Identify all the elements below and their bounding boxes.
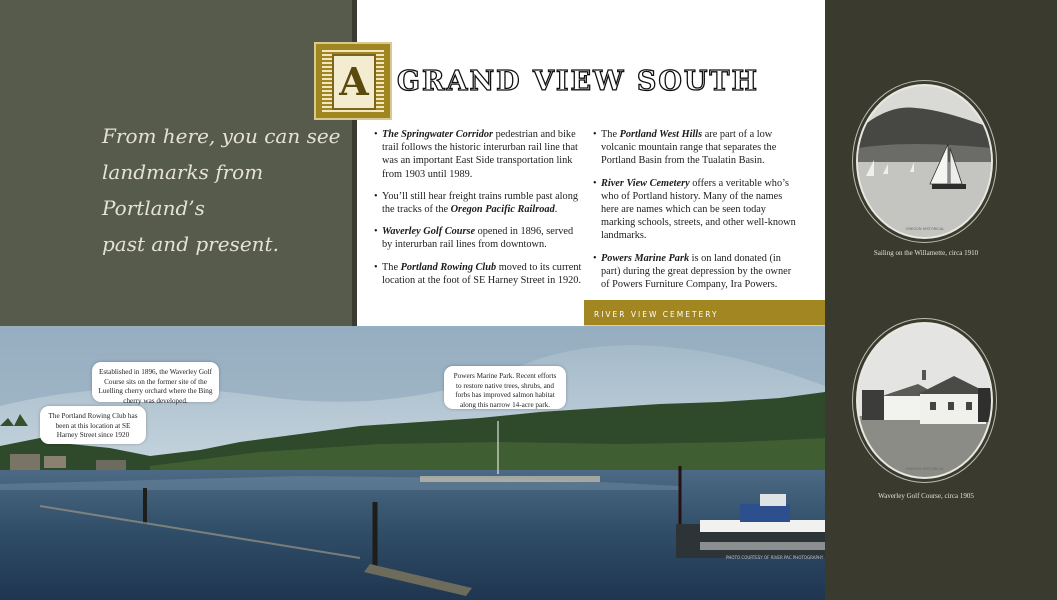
list-item <box>374 225 582 251</box>
landmark-text: opened in 1896, served by interurban rail lines from downtown. <box>382 226 574 251</box>
landmark-text: are part of a low volcanic mountain range that separates the Portland Basin from the Tualatin Basin. <box>601 129 777 167</box>
landmark-name: Oregon Pacific Railroad <box>450 204 555 216</box>
list-item <box>374 128 582 181</box>
landmark-text: moved to its current location at the foot of SE Harney Street in 1920. <box>382 261 582 286</box>
photo-credit: PHOTO COURTESY OF RIVER PAC PHOTOGRAPHY <box>726 555 824 560</box>
landmark-text: . <box>554 204 558 216</box>
page-title: GRAND VIEW SOUTH <box>397 66 759 97</box>
landmark-list-right <box>593 128 796 300</box>
landmark-name: Portland Rowing Club <box>400 261 497 273</box>
list-item <box>593 252 796 292</box>
photo-caption: Waverley Golf Course, circa 1905 <box>878 492 974 500</box>
list-item <box>374 190 582 216</box>
landmark-text: is on land donated (in part) during the great depression by the owner of Powers Furniture Company, Ira Powers. <box>601 252 792 291</box>
powers-callout: Powers Marine Park. Recent efforts to restore native trees, shrubs, and forbs has improved salmon habitat along this narrow 14-acre park. <box>444 366 566 409</box>
landmark-text: The <box>382 261 401 273</box>
sailing-photo-illustration <box>858 86 991 237</box>
photo-archive-label: OREGON HISTORICAL <box>905 227 945 231</box>
photo-caption: Sailing on the Willamette, circa 1910 <box>873 249 979 257</box>
golf-callout: Established in 1896, the Waverley Golf Course sits on the former site of the Luelling cherry orchard where the Bing cherry was developed. <box>92 362 219 402</box>
landmark-name: Portland West Hills <box>619 129 703 140</box>
callout-heading: RIVER VIEW CEMETERY <box>594 310 719 319</box>
landmark-name: Waverley Golf Course <box>382 226 476 238</box>
logo-icon <box>314 42 392 120</box>
intro-line: From here, you can see <box>102 124 341 148</box>
historic-photo-golf <box>856 322 993 479</box>
rowing-callout: The Portland Rowing Club has been at this location at SE Harney Street since 1920 <box>40 406 146 444</box>
landmark-name: River View Cemetery <box>601 177 690 189</box>
landmark-text: The <box>601 129 620 140</box>
landmark-name: Powers Marine Park <box>601 252 690 264</box>
list-item <box>593 128 796 168</box>
landmark-text: offers a veritable who’s who of Portland history. Many of the names here are names which can be seen today marking schools, streets, and other well-known landmarks. <box>601 177 796 242</box>
intro-line: landmarks from Portland’s <box>102 160 264 220</box>
intro-text <box>102 118 342 262</box>
logo-letter: A <box>332 54 376 110</box>
golf-photo-illustration <box>858 324 991 477</box>
historic-photo-sailing <box>856 84 993 239</box>
intro-line: past and present. <box>102 232 279 256</box>
list-item <box>374 261 582 287</box>
landmark-name: The Springwater Corridor <box>382 129 494 140</box>
photo-archive-label: OREGON HISTORICAL <box>905 467 945 471</box>
landmark-text: pedestrian and bike trail follows the historic interurban rail line that was an important East Side transportation link from 1903 until 1989. <box>382 129 578 180</box>
list-item <box>593 177 796 243</box>
landmark-list-left <box>374 128 582 296</box>
landmark-text: You’ll still hear freight trains rumble past along the tracks of the <box>382 190 578 216</box>
